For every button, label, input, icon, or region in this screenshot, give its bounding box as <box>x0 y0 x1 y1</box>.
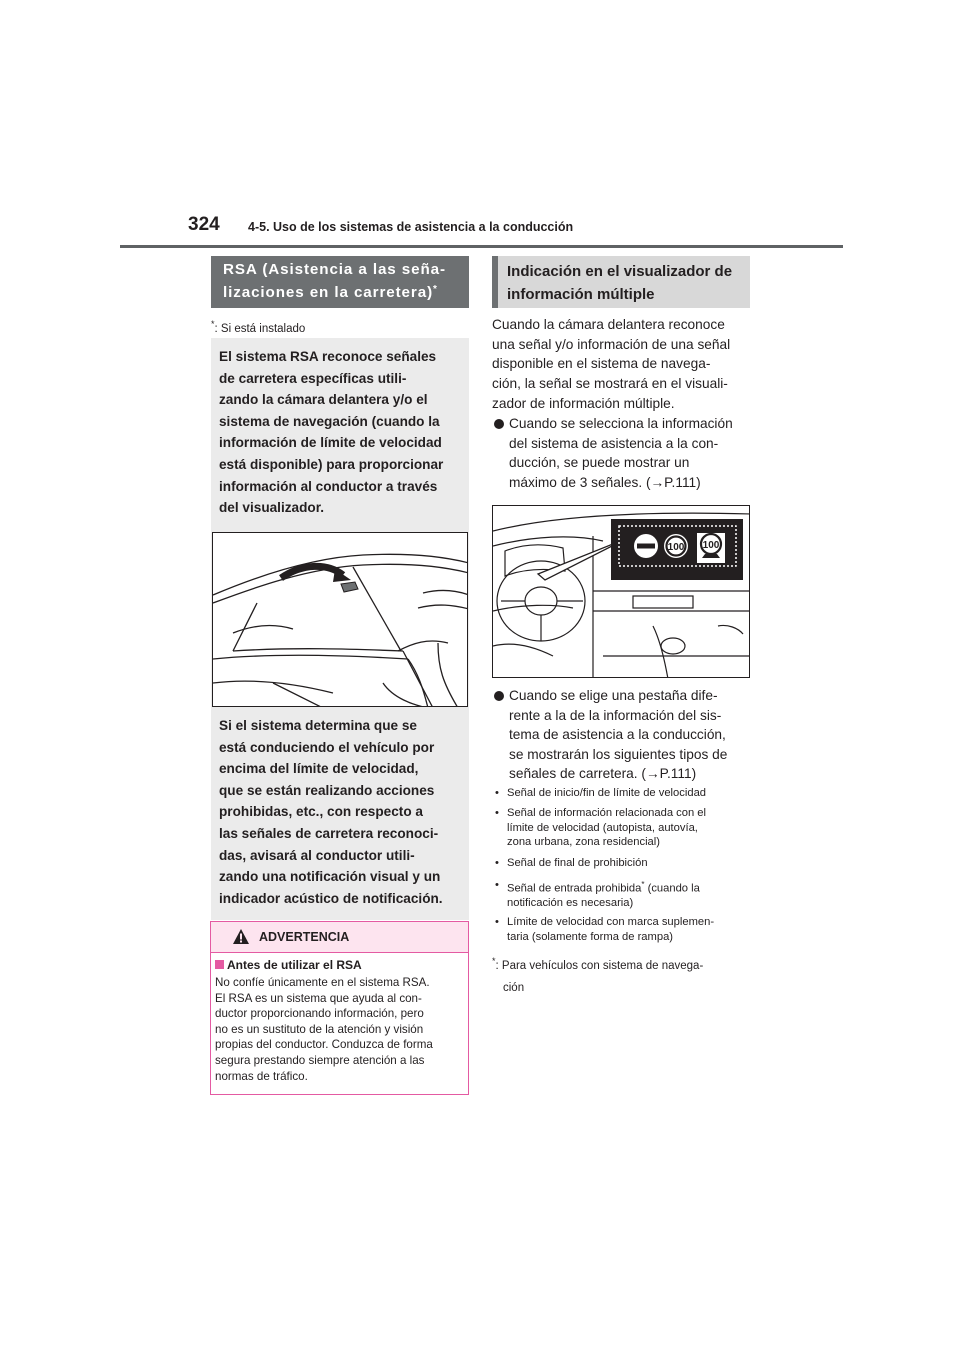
warning-line: propias del conductor. Conduzca de forma <box>215 1038 433 1052</box>
bullet-dot-icon <box>494 691 504 701</box>
windshield-camera-illustration <box>212 532 468 707</box>
display-heading-line-2: información múltiple <box>507 286 655 303</box>
after-line: indicador acústico de notificación. <box>219 890 443 906</box>
intro-line: información al conductor a través <box>219 478 438 494</box>
navigation-footnote <box>492 950 703 999</box>
display-paragraph <box>492 315 752 414</box>
bullet-line: Cuando se elige una pestaña dife- <box>509 688 718 703</box>
list-item <box>492 878 750 911</box>
para-line: una señal y/o información de una señal <box>492 336 731 352</box>
footnote-line: : Para vehículos con sistema de navega- <box>495 959 704 972</box>
intro-line: zando la cámara delantera y/o el <box>219 392 428 408</box>
warning-header <box>211 922 468 953</box>
list-line: Señal de entrada prohibida <box>507 882 642 895</box>
rsa-heading-line-1: RSA (Asistencia a las seña- <box>223 261 446 278</box>
after-line: que se están realizando acciones <box>219 782 435 798</box>
list-line: notificación es necesaria) <box>507 897 634 910</box>
list-line: zona urbana, zona residencial) <box>507 836 660 849</box>
list-line: taria (solamente forma de rampa) <box>507 930 674 943</box>
warning-line: normas de tráfico. <box>215 1069 308 1083</box>
list-item <box>492 915 750 944</box>
list-bullet: • <box>495 879 499 891</box>
display-heading-line-1: Indicación en el visualizador de <box>507 263 733 280</box>
bullet-line: Cuando se selecciona la información <box>509 416 733 431</box>
after-line: está conduciendo el vehículo por <box>219 739 435 755</box>
after-line: prohibidas, etc., con respecto a <box>219 804 423 820</box>
after-line: las señales de carretera reconoci- <box>219 825 439 841</box>
rsa-heading-asterisk: * <box>433 284 438 295</box>
after-line: encima del límite de velocidad, <box>219 761 419 777</box>
intro-line: del visualizador. <box>219 500 325 516</box>
rsa-section-heading <box>211 256 469 308</box>
para-line: zador de información múltiple. <box>492 395 675 411</box>
para-line: ción, la señal se mostrará en el visuali- <box>492 376 728 392</box>
intro-line: sistema de navegación (cuando la <box>219 413 440 429</box>
after-line: Si el sistema determina que se <box>219 718 417 733</box>
para-line: Cuando la cámara delantera reconoce <box>492 317 725 332</box>
bullet-other-tab <box>494 686 750 784</box>
list-line: Señal de información relacionada con el <box>507 807 707 819</box>
dashboard-drawing <box>493 506 750 678</box>
list-line: Señal de inicio/fin de límite de velocidad <box>507 787 707 799</box>
bullet-line: máximo de 3 señales. (→P.111) <box>509 474 701 490</box>
rsa-intro-text <box>219 346 469 519</box>
warning-line: No confíe únicamente en el sistema RSA. <box>215 976 430 989</box>
list-line: (cuando la <box>644 882 700 895</box>
car-drawing <box>213 533 468 707</box>
footnote-line: ción <box>503 981 525 994</box>
intro-line: está disponible) para proporcionar <box>219 456 444 472</box>
intro-line: El sistema RSA reconoce señales <box>219 349 437 364</box>
warning-title: ADVERTENCIA <box>259 930 350 944</box>
speed-sign-value: 100 <box>702 540 720 551</box>
list-line: límite de velocidad (autopista, autovía, <box>507 821 698 834</box>
warning-body <box>215 975 467 1084</box>
after-line: das, avisará al conductor utili- <box>219 847 415 863</box>
bullet-line: del sistema de asistencia a la con- <box>509 435 719 451</box>
bullet-line: rente a la de la información del sis- <box>509 707 722 723</box>
list-bullet: • <box>495 807 499 819</box>
list-item <box>492 856 750 871</box>
display-section-heading <box>492 256 750 308</box>
warning-subtitle <box>215 958 362 972</box>
list-bullet: • <box>495 857 499 869</box>
after-line: zando una notificación visual y un <box>219 869 441 885</box>
bullet-line: se mostrarán los siguientes tipos de <box>509 746 728 762</box>
sign-types-list <box>492 786 750 946</box>
bullet-driving-assist <box>494 414 750 492</box>
page-number: 324 <box>188 214 220 235</box>
bullet-line: tema de asistencia a la conducción, <box>509 727 726 743</box>
list-line: Señal de final de prohibición <box>507 857 648 869</box>
list-item <box>492 806 750 850</box>
warning-subtitle-text: Antes de utilizar el RSA <box>227 958 362 972</box>
footnote-mark: * <box>492 956 496 966</box>
footnote-text: : Si está instalado <box>214 322 306 335</box>
list-bullet: • <box>495 916 499 928</box>
intro-line: información de límite de velocidad <box>219 435 442 451</box>
dashboard-illustration <box>492 505 750 678</box>
installed-footnote <box>211 319 305 335</box>
list-asterisk: * <box>641 880 645 889</box>
square-bullet-icon <box>215 960 224 969</box>
list-bullet: • <box>495 787 499 799</box>
footnote-mark: * <box>211 319 215 329</box>
para-line: disponible en el sistema de navega- <box>492 356 711 372</box>
list-item <box>492 786 750 801</box>
warning-line: ductor proporcionando información, pero <box>215 1007 424 1021</box>
speed-sign-value: 100 <box>667 542 685 553</box>
intro-line: de carretera específicas utili- <box>219 370 407 386</box>
warning-line: segura prestando siempre atención a las <box>215 1053 425 1067</box>
bullet-line: ducción, se puede mostrar un <box>509 455 690 471</box>
warning-line: El RSA es un sistema que ayuda al con- <box>215 991 422 1005</box>
list-line: Límite de velocidad con marca suplemen- <box>507 916 715 928</box>
bullet-line: señales de carretera. (→P.111) <box>509 766 697 782</box>
warning-triangle-icon <box>232 928 250 945</box>
header-rule <box>120 245 843 248</box>
warning-box <box>210 921 469 1095</box>
rsa-heading-line-2: lizaciones en la carretera) <box>223 284 434 301</box>
bullet-dot-icon <box>494 419 504 429</box>
chapter-title: 4-5. Uso de los sistemas de asistencia a la conducción <box>248 220 574 234</box>
warning-line: no es un sustituto de la atención y visión <box>215 1022 424 1036</box>
rsa-warning-text <box>219 715 469 909</box>
